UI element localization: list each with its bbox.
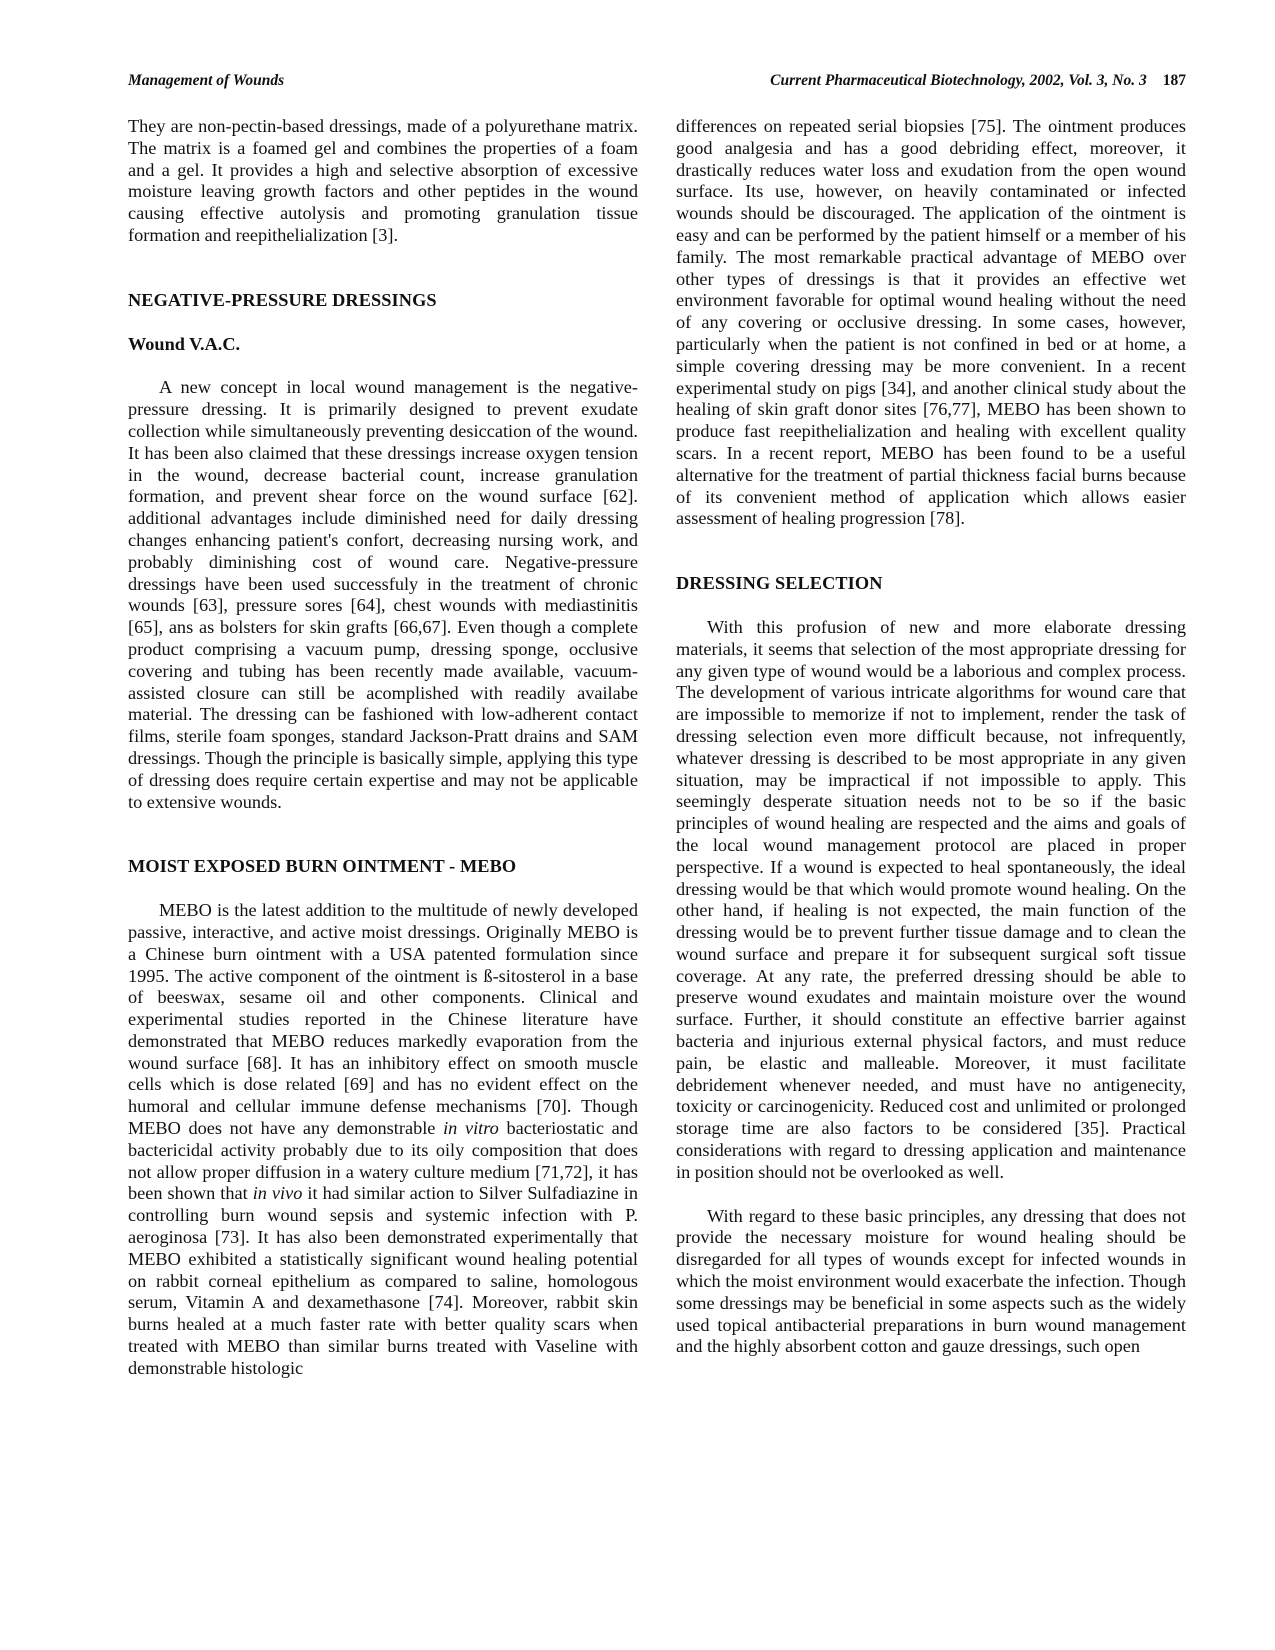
in-vivo-term: in vivo <box>252 1183 303 1204</box>
mebo-text-b: bacteriostatic and bactericidal activity probably due to its oily composition that does not allow proper diffusion in a watery culture medium [71,72], it has been shown that <box>128 1118 638 1204</box>
right-column <box>676 116 1186 1358</box>
mebo-text-c: it had similar action to Silver Sulfadiazine in controlling burn wound sepsis and systemic infection with P. aeroginosa [73]. It has also been demonstrated experimentally that MEBO exhibited a statistically significant wound healing potential on rabbit corneal epithelium as compared to saline, homologous serum, Vitamin A and dexamethasone [74]. Moreover, rabbit skin burns healed at a much faster rate with better quality scars when treated with MEBO than similar burns treated with Vaseline with demonstrable histologic <box>128 1183 638 1378</box>
running-head <box>128 72 1186 90</box>
running-head-title: Management of Wounds <box>128 72 285 89</box>
heading-dressing-selection: DRESSING SELECTION <box>676 573 883 594</box>
paragraph-basic-principles: With regard to these basic principles, any dressing that does not provide the necessary moisture for wound healing should be disregarded for all types of wounds except for infected wounds in which the moist environment would exacerbate the infection. Though some dressings may be beneficial in some aspects such as the widely used topical antibacterial preparations in burn wound management and the highly absorbent cotton and gauze dressings, such open <box>676 1205 1186 1357</box>
left-column <box>128 116 638 1380</box>
running-head-journal <box>770 72 1186 90</box>
in-vitro-term: in vitro <box>443 1118 499 1139</box>
subheading-wound-vac: Wound V.A.C. <box>128 333 241 354</box>
page-number: 187 <box>1162 72 1186 89</box>
paragraph-wound-vac: A new concept in local wound management is the negative-pressure dressing. It is primarily designed to prevent exudate collection while simultaneously preventing desiccation of the wound. It has been also claimed that these dressings increase oxygen tension in the wound, decrease bacterial count, increase granulation formation, and prevent shear force on the wound surface [62]. additional advantages include diminished need for daily dressing changes enhancing patient's confort, decreasing nursing work, and probably diminishing cost of wound care. Negative-pressure dressings have been used successfuly in the treatment of chronic wounds [63], pressure sores [64], chest wounds with mediastinitis [65], ans as bolsters for skin grafts [66,67]. Even though a complete product comprising a vacuum pump, dressing sponge, occlusive covering and tubing has been recently made available, vacuum-assisted closure can still be acomplished with readily availabe material. The dressing can be fashioned with low-adherent contact films, sterile foam sponges, standard Jackson-Pratt drains and SAM dressings. Though the principle is basically simple, applying this type of dressing does require certain expertise and may not be applicable to extensive wounds. <box>128 377 638 812</box>
mebo-text-a: MEBO is the latest addition to the multitude of newly developed passive, interactive, and active moist dressings. Originally MEBO is a Chinese burn ointment with a USA patented formulation since 1995. The active component of the ointment is ß-sitosterol in a base of beeswax, sesame oil and other components. Clinical and experimental studies reported in the Chinese literature have demonstrated that MEBO reduces markedly evaporation from the wound surface [68]. It has an inhibitory effect on smooth muscle cells which is dose related [69] and has no evident effect on the humoral and cellular immune defense mechanisms [70]. Though MEBO does not have any demonstrable <box>128 900 638 1139</box>
paragraph-mebo <box>128 900 638 1380</box>
paragraph-dressing-selection: With this profusion of new and more elaborate dressing materials, it seems that selection of the most appropriate dressing for any given type of wound would be a laborious and complex process. The development of various intricate algorithms for wound care that are impossible to memorize if not to implement, render the task of dressing selection even more difficult because, not infrequently, whatever dressing is described to be most appropriate in any given situation, may be impractical if not impossible to apply. This seemingly desperate situation needs not to be so if the basic principles of wound healing are respected and the aims and goals of the local wound management protocol are placed in proper perspective. If a wound is expected to heal spontaneously, the ideal dressing would be that which would promote wound healing. On the other hand, if healing is not expected, the main function of the dressing would be to prevent further tissue damage and to clean the wound surface and prepare it for subsequent surgical soft tissue coverage. At any rate, the preferred dressing should be able to preserve wound exudates and maintain moisture over the wound surface. Further, it should constitute an effective barrier against bacteria and injurious external physical factors, and must reduce pain, be elastic and malleable. Moreover, it must facilitate debridement whenever needed, and must have no antigenecity, toxicity or carcinogenicity. Reduced cost and unlimited or prolonged storage time are also factors to be considered [35]. Practical considerations with regard to dressing application and maintenance in position should not be overlooked as well. <box>676 616 1186 1182</box>
journal-citation: Current Pharmaceutical Biotechnology, 2002, Vol. 3, No. 3 <box>770 72 1147 89</box>
heading-mebo: MOIST EXPOSED BURN OINTMENT - MEBO <box>128 856 517 877</box>
paragraph-intro: They are non-pectin-based dressings, made of a polyurethane matrix. The matrix is a foamed gel and combines the properties of a foam and a gel. It provides a high and selective absorption of excessive moisture leaving growth factors and other peptides in the wound causing effective autolysis and promoting granulation tissue formation and reepithelialization [3]. <box>128 116 638 245</box>
paragraph-mebo-continued: differences on repeated serial biopsies [75]. The ointment produces good analgesia and has a good debriding effect, moreover, it drastically reduces water loss and exudation from the open wound surface. Its use, however, on heavily contaminated or infected wounds should be discouraged. The application of the ointment is easy and can be performed by the patient himself or a member of his family. The most remarkable practical advantage of MEBO over other types of dressings is that it provides an effective wet environment favorable for optimal wound healing without the need of any covering or occlusive dressing. In some cases, however, particularly when the patient is not confined in bed or at home, a simple covering dressing may be more convenient. In a recent experimental study on pigs [34], and another clinical study about the healing of skin graft donor sites [76,77], MEBO has been shown to produce fast reepithelialization and healing with excellent quality scars. In a recent report, MEBO has been found to be a useful alternative for the treatment of partial thickness facial burns because of its convenient method of application which allows easier assessment of healing progression [78]. <box>676 116 1186 529</box>
heading-negative-pressure: NEGATIVE-PRESSURE DRESSINGS <box>128 289 437 310</box>
